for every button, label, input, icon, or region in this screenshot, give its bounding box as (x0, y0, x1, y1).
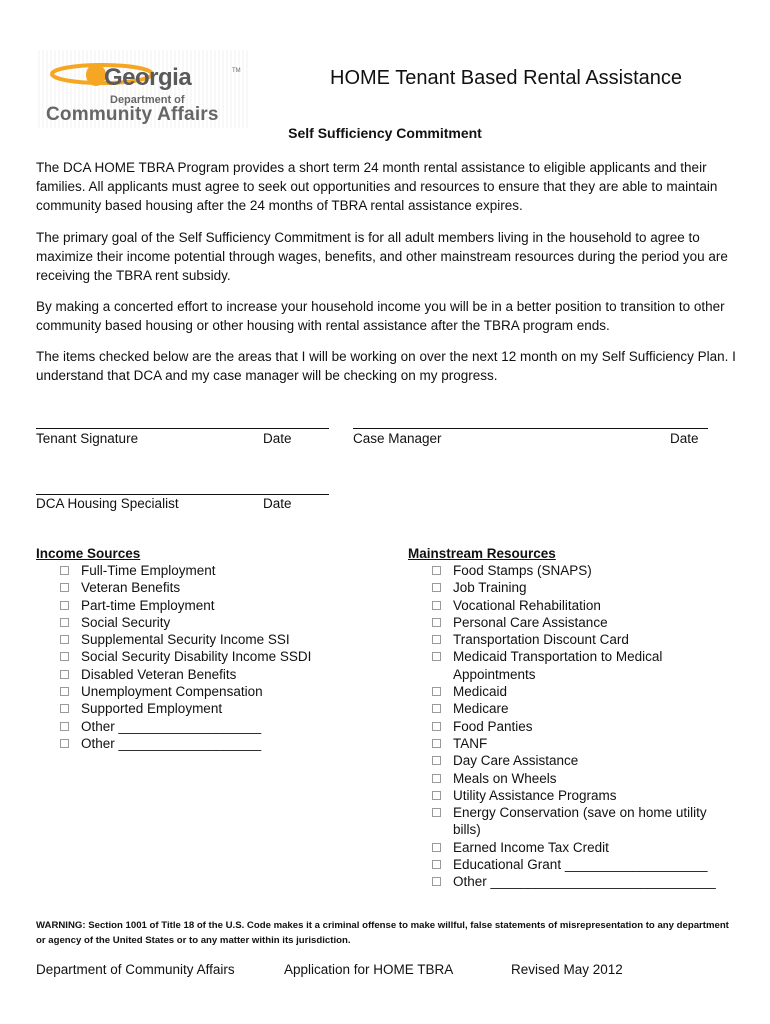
logo-tm: TM (232, 68, 241, 74)
dca-logo (38, 50, 250, 128)
checkbox[interactable] (432, 635, 441, 644)
resource-item-job-training[interactable]: Job Training (429, 579, 729, 596)
income-item-ssi[interactable]: Supplemental Security Income SSI (57, 631, 357, 648)
checkbox[interactable] (60, 566, 69, 575)
income-sources-list (57, 562, 357, 752)
checkbox[interactable] (432, 618, 441, 627)
logo-dept-text: Department of (110, 94, 185, 106)
resource-item-utility-assistance[interactable]: Utility Assistance Programs (429, 787, 729, 804)
checkbox[interactable] (60, 722, 69, 731)
checkbox[interactable] (60, 635, 69, 644)
resource-item-medicare[interactable]: Medicare (429, 700, 729, 717)
tenant-date-label: Date (263, 431, 292, 446)
case-manager-label: Case Manager (353, 431, 442, 446)
checkbox[interactable] (432, 843, 441, 852)
checkbox[interactable] (60, 739, 69, 748)
resource-item-food-panties[interactable]: Food Panties (429, 718, 729, 735)
checkbox[interactable] (432, 722, 441, 731)
checkbox[interactable] (432, 601, 441, 610)
checkbox[interactable] (60, 601, 69, 610)
checkbox[interactable] (60, 618, 69, 627)
checkbox[interactable] (432, 791, 441, 800)
checkbox[interactable] (432, 774, 441, 783)
income-item-unemployment[interactable]: Unemployment Compensation (57, 683, 357, 700)
legal-warning: WARNING: Section 1001 of Title 18 of the U.S. Code makes it a criminal offense to make willful, false statements of misrepresentation to any department or agency of the United States or to any matter within its jurisdiction. (36, 920, 729, 946)
checkbox[interactable] (60, 687, 69, 696)
checkbox[interactable] (432, 687, 441, 696)
dca-specialist-signature-line[interactable] (36, 494, 329, 495)
intro-paragraph: The DCA HOME TBRA Program provides a short term 24 month rental assistance to eligible applicants and their families. All applicants must agree to seek out opportunities and resources to ensure that they are able to maintain community based housing after the 24 months of TBRA rental assistance expires. (36, 160, 718, 213)
effort-paragraph: By making a concerted effort to increase your household income you will be in a better position to transition to other community based housing or other housing with rental assistance after the TBRA program ends. (36, 299, 725, 333)
checkbox[interactable] (432, 739, 441, 748)
checkbox[interactable] (432, 704, 441, 713)
resource-item-day-care[interactable]: Day Care Assistance (429, 752, 729, 769)
mainstream-resources-heading: Mainstream Resources (408, 546, 556, 561)
resource-item-personal-care[interactable]: Personal Care Assistance (429, 614, 729, 631)
resource-item-tanf[interactable]: TANF (429, 735, 729, 752)
dca-specialist-date-label: Date (263, 496, 292, 511)
income-item-full-time[interactable]: Full-Time Employment (57, 562, 357, 579)
resource-item-vocational-rehab[interactable]: Vocational Rehabilitation (429, 597, 729, 614)
checkbox[interactable] (432, 756, 441, 765)
tenant-signature-label: Tenant Signature (36, 431, 139, 446)
case-manager-signature-line[interactable] (353, 428, 708, 429)
checkbox[interactable] (60, 704, 69, 713)
checkbox[interactable] (60, 652, 69, 661)
income-item-social-security[interactable]: Social Security (57, 614, 357, 631)
income-item-ssdi[interactable]: Social Security Disability Income SSDI (57, 648, 357, 665)
resource-item-energy-conservation[interactable]: Energy Conservation (save on home utility bills) (429, 804, 729, 839)
items-paragraph: The items checked below are the areas that I will be working on over the next 12 month on my Self Sufficiency Plan. I understand that DCA and my case manager will be checking on my progress. (36, 349, 736, 383)
income-item-part-time[interactable]: Part-time Employment (57, 597, 357, 614)
dca-specialist-label: DCA Housing Specialist (36, 496, 179, 511)
resource-item-medicaid[interactable]: Medicaid (429, 683, 729, 700)
case-manager-date-label: Date (670, 431, 699, 446)
logo-georgia-text: Georgia (104, 64, 192, 91)
income-item-other-1[interactable]: Other ___________________ (57, 718, 357, 735)
checkbox[interactable] (60, 670, 69, 679)
footer-center: Application for HOME TBRA (284, 962, 454, 977)
income-sources-heading: Income Sources (36, 546, 141, 561)
resource-item-food-stamps[interactable]: Food Stamps (SNAPS) (429, 562, 729, 579)
mainstream-resources-list (429, 562, 729, 891)
income-item-other-2[interactable]: Other ___________________ (57, 735, 357, 752)
checkbox[interactable] (432, 808, 441, 817)
logo-community-affairs-text: Community Affairs (46, 104, 219, 125)
section-subtitle: Self Sufficiency Commitment (288, 125, 482, 141)
income-item-supported-employment[interactable]: Supported Employment (57, 700, 357, 717)
checkbox[interactable] (60, 583, 69, 592)
checkbox[interactable] (432, 566, 441, 575)
checkbox[interactable] (432, 877, 441, 886)
resource-item-transport-card[interactable]: Transportation Discount Card (429, 631, 729, 648)
page-title: HOME Tenant Based Rental Assistance (330, 67, 683, 89)
checkbox[interactable] (432, 583, 441, 592)
resource-item-other[interactable]: Other ______________________________ (429, 873, 729, 890)
income-item-disabled-veteran[interactable]: Disabled Veteran Benefits (57, 666, 357, 683)
income-item-veteran-benefits[interactable]: Veteran Benefits (57, 579, 357, 596)
goal-paragraph: The primary goal of the Self Sufficiency Commitment is for all adult members living in the household to agree to maximize their income potential through wages, benefits, and other mainstream resources during the period you are receiving the TBRA rent subsidy. (36, 230, 728, 283)
resource-item-educational-grant[interactable]: Educational Grant ___________________ (429, 856, 729, 873)
tenant-signature-line[interactable] (36, 428, 329, 429)
footer-right: Revised May 2012 (511, 962, 623, 977)
resource-item-meals-on-wheels[interactable]: Meals on Wheels (429, 770, 729, 787)
resource-item-medicaid-transport[interactable]: Medicaid Transportation to Medical Appointments (429, 648, 729, 683)
checkbox[interactable] (432, 652, 441, 661)
footer-left: Department of Community Affairs (36, 962, 235, 977)
resource-item-eitc[interactable]: Earned Income Tax Credit (429, 839, 729, 856)
checkbox[interactable] (432, 860, 441, 869)
